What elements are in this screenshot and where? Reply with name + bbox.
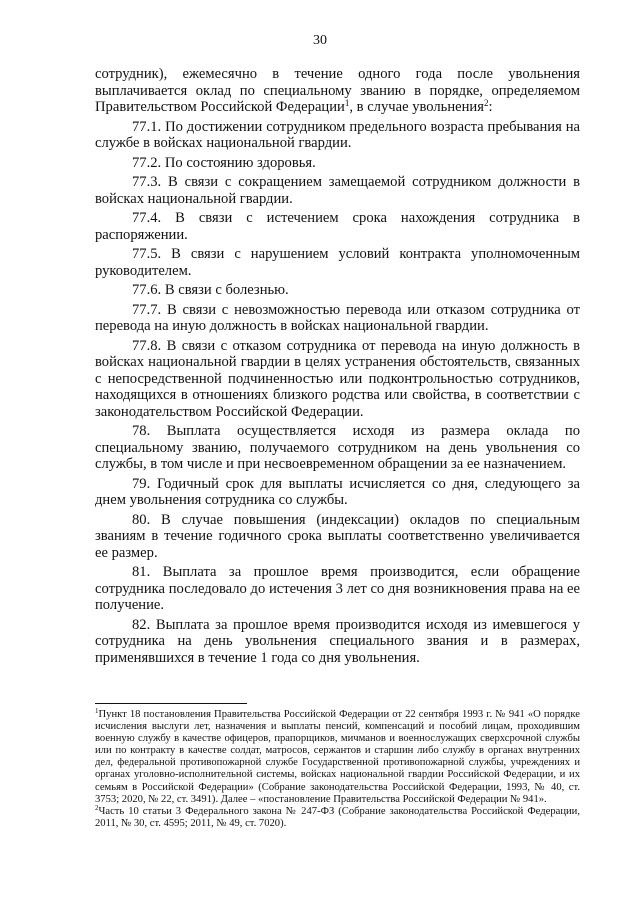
- footnote-2: [95, 803, 580, 830]
- document-body: [95, 66, 580, 669]
- footnote-1-text: Пункт 18 постановления Правительства Российской Федерации от 22 сентября 1993 г. № 941 «О порядке исчисления выслуги лет, назначения и выплаты пенсий, компенсаций и пособий лицам, проходившим военную службу в качестве офицеров, прапорщиков, мичманов и военнослужащих сверхсрочной службы или по контракту в качестве солдат, матросов, сержантов и старшин либо службу в органах внутренних дел, федеральной противопожарной службе Государственной противопожарной службы, учреждениях и органах уголовно-исполнительной системы, войсках национальной гвардии Российской Федерации, и их семьям в Российской Федерации» (Собрание законодательства Российской Федерации, 1993, № 40, ст. 3753; 2020, № 22, ст. 3491). Далее – «постановление Правительства Российской Федерации № 941».: [95, 709, 580, 805]
- clause-77-1: 77.1. По достижении сотрудником предельного возраста пребывания на службе в войсках национальной гвардии.: [95, 118, 580, 151]
- intro-text-end: :: [488, 99, 493, 115]
- footnote-ref-1[interactable]: 1: [344, 98, 350, 108]
- page-number: 30: [313, 33, 327, 48]
- footnotes: [95, 709, 580, 830]
- intro-paragraph: [95, 66, 580, 116]
- footnote-2-mark: 2: [95, 803, 99, 812]
- clause-77-8: 77.8. В связи с отказом сотрудника от перевода на иную должность в войсках национальной гвардии в целях устранения обстоятельств, связанных с непосредственной подчиненностью или подконтрольностью сотрудников, находящихся в отношениях близкого родства или свойства, в соответствии с законодательством Российской Федерации.: [95, 337, 580, 420]
- clause-77-6: 77.6. В связи с болезнью.: [132, 282, 289, 298]
- clause-79: 79. Годичный срок для выплаты исчисляется со дня, следующего за днем увольнения сотрудника со службы.: [95, 475, 580, 508]
- clause-80: 80. В случае повышения (индексации) окладов по специальным званиям в течение годичного срока выплаты соответственно увеличивается ее размер.: [95, 511, 580, 561]
- clause-82: 82. Выплата за прошлое время производится исходя из имевшегося у сотрудника на день увольнения специального звания и в размерах, применявшихся в течение 1 года со дня увольнения.: [95, 616, 580, 666]
- footnote-1: [95, 709, 580, 806]
- intro-text-2: , в случае увольнения: [349, 99, 484, 115]
- clause-78: 78. Выплата осуществляется исходя из размера оклада по специальному званию, получаемого сотрудником на день увольнения со службы, в том числе и при несвоевременном обращении за ее назначением.: [95, 423, 580, 472]
- footnote-1-mark: 1: [95, 707, 99, 715]
- clause-77-2: 77.2. По состоянию здоровья.: [132, 154, 316, 171]
- clause-77-3: 77.3. В связи с сокращением замещаемой сотрудником должности в войсках национальной гвардии.: [95, 174, 580, 207]
- footnote-2-text: Часть 10 статьи 3 Федерального закона № 247-ФЗ (Собрание законодательства Российской Федерации, 2011, № 30, ст. 4595; 2011, № 49, ст. 7020).: [95, 805, 580, 829]
- clause-77-7: 77.7. В связи с невозможностью перевода или отказом сотрудника от перевода на иную должность в войсках национальной гвардии.: [95, 301, 580, 334]
- clause-77-4: 77.4. В связи с истечением срока нахождения сотрудника в распоряжении.: [95, 210, 580, 243]
- clause-77-5: 77.5. В связи с нарушением условий контракта уполномоченным руководителем.: [95, 246, 580, 279]
- intro-text: сотрудник), ежемесячно в течение одного года после увольнения выплачивается оклад по специальному званию в порядке, определяемом Правительством Российской Федерации: [95, 66, 580, 115]
- footnote-ref-2[interactable]: 2: [483, 98, 489, 108]
- footnote-divider: [95, 703, 247, 704]
- clause-81: 81. Выплата за прошлое время производится, если обращение сотрудника последовало до истечения 3 лет со дня возникновения права на ее получение.: [95, 564, 580, 613]
